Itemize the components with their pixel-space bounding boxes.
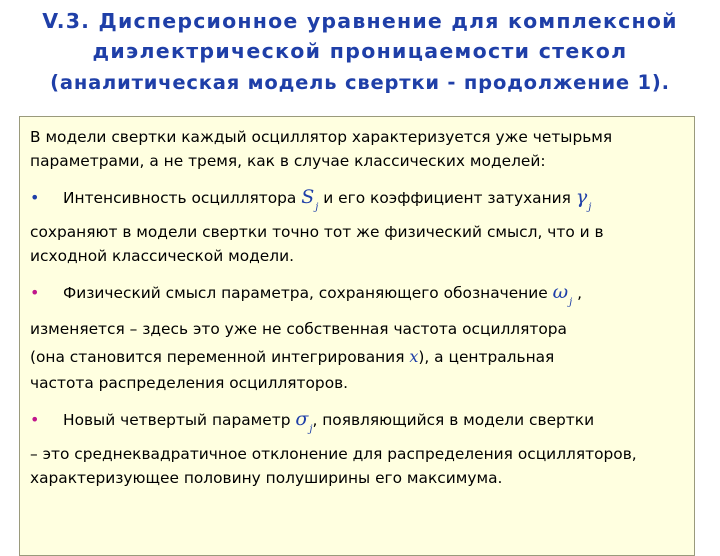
symbol-s: S xyxy=(301,186,315,208)
bullet-item-intensity xyxy=(30,185,684,268)
symbol-gamma-subscript: j xyxy=(588,202,592,213)
bullet1-text-part2: и его коэффициент затухания xyxy=(318,189,576,207)
bullet2-text-part2: , xyxy=(572,284,583,302)
symbol-omega-subscript: j xyxy=(569,297,573,308)
bullet-item-omega xyxy=(30,280,684,395)
bullet3-text-part1: Новый четвертый параметр xyxy=(63,411,296,429)
bullet2-line-3-part1: (она становится переменной интегрирования xyxy=(30,348,410,366)
symbol-omega: ω xyxy=(552,281,569,303)
title-line-1: V.3. Дисперсионное уравнение для комплексной xyxy=(42,9,678,33)
bullet2-text-part1: Физический смысл параметра, сохраняющего обозначение xyxy=(63,284,553,302)
symbol-sigma-subscript: j xyxy=(309,424,313,435)
symbol-gamma: γ xyxy=(575,186,588,208)
title-line-2: диэлектрической проницаемости стекол xyxy=(92,39,628,63)
content-box xyxy=(19,116,695,556)
bullet1-continuation: сохраняют в модели свертки точно тот же физический смысл, что и в исходной классической модели. xyxy=(30,223,604,265)
bullet3-continuation: – это среднеквадратичное отклонение для распределения осцилляторов, характеризующее половину полуширины его максимума. xyxy=(30,445,637,487)
symbol-x: x xyxy=(409,347,419,366)
bullet-marker: • xyxy=(30,410,40,429)
bullet-marker: • xyxy=(30,283,40,302)
slide-title xyxy=(0,6,720,98)
symbol-s-subscript: j xyxy=(315,202,319,213)
bullet-marker: • xyxy=(30,188,40,207)
bullet-item-sigma xyxy=(30,407,684,490)
bullet2-line-4: частота распределения осцилляторов. xyxy=(30,374,349,392)
bullet2-line-2: изменяется – здесь это уже не собственная частота осциллятора xyxy=(30,320,567,338)
bullet3-text-part2: , появляющийся в модели свертки xyxy=(312,411,595,429)
title-line-3: (аналитическая модель свертки - продолжение 1). xyxy=(50,71,670,94)
intro-paragraph: В модели свертки каждый осциллятор характеризуется уже четырьмя параметрами, а не тремя, как в случае классических моделей: xyxy=(30,128,613,170)
bullet2-line-3-part2: ), а центральная xyxy=(418,348,555,366)
symbol-sigma: σ xyxy=(295,408,309,430)
bullet1-text-part1: Интенсивность осциллятора xyxy=(63,189,302,207)
